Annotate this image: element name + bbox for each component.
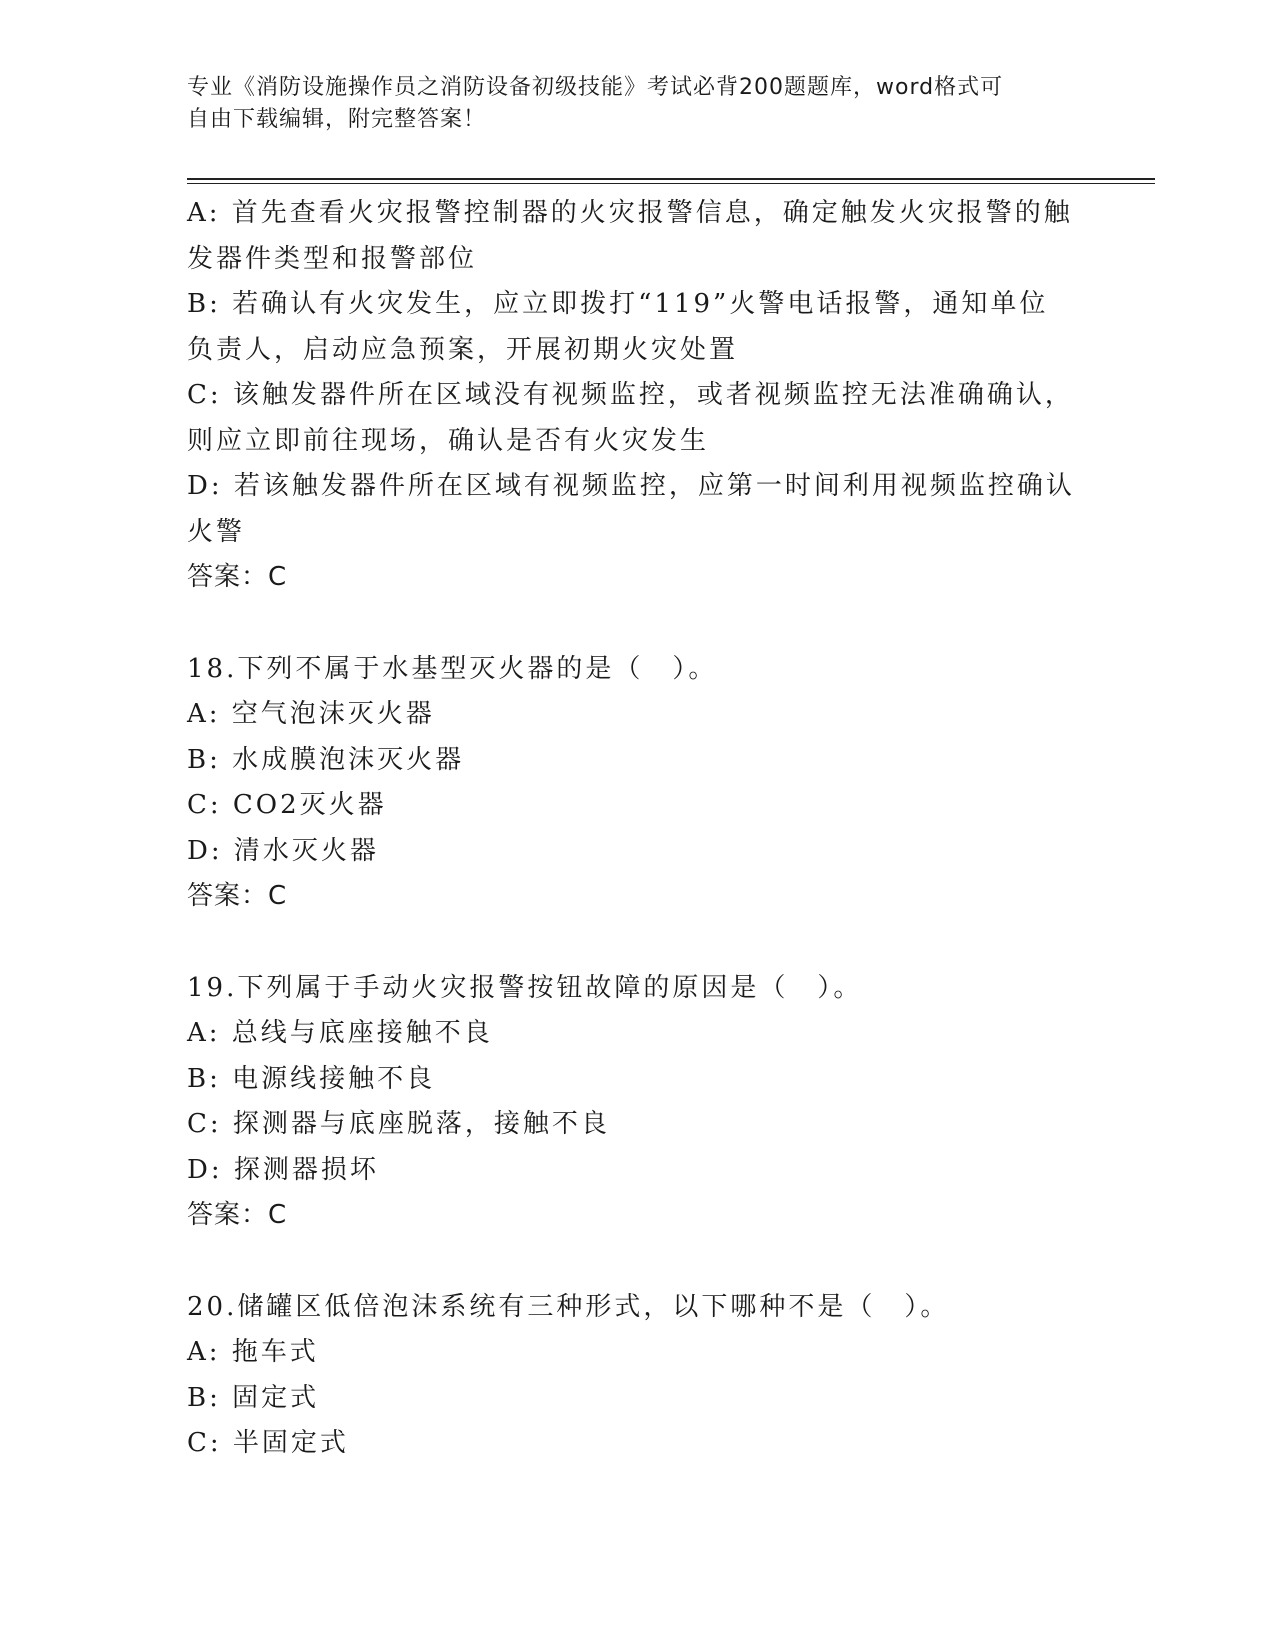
question-20-option-a: A: 拖车式 — [187, 1337, 319, 1367]
question-18-option-c: C: CO2灭火器 — [187, 790, 387, 820]
question-20 — [187, 1285, 1087, 1467]
question-19-option-b: B: 电源线接触不良 — [187, 1063, 436, 1094]
question-19-option-c: C: 探测器与底座脱落，接触不良 — [187, 1109, 610, 1139]
document-header — [187, 72, 1067, 136]
question-18-option-a: A: 空气泡沫灭火器 — [187, 699, 435, 729]
option-a-line-2: 发器件类型和报警部位 — [187, 243, 478, 274]
option-a-line-1: A: 首先查看火灾报警控制器的火灾报警信息，确定触发火灾报警的触 — [187, 198, 1073, 228]
question-20-option-c: C: 半固定式 — [187, 1428, 349, 1458]
question-19-stem: 19.下列属于手动火灾报警按钮故障的原因是（ ）。 — [187, 972, 863, 1003]
option-b-line-2: 负责人，启动应急预案，开展初期火灾处置 — [187, 334, 739, 365]
option-d-line-2: 火警 — [187, 516, 246, 547]
question-18-option-d: D: 清水灭火器 — [187, 835, 379, 866]
option-d-line-1: D: 若该触发器件所在区域有视频监控，应第一时间利用视频监控确认 — [187, 471, 1075, 501]
header-divider-thick — [187, 178, 1155, 180]
option-c-line-2: 则应立即前往现场，确认是否有火灾发生 — [187, 425, 710, 456]
question-18 — [187, 647, 1087, 920]
question-19-option-a: A: 总线与底座接触不良 — [187, 1018, 493, 1048]
option-b-line-1: B: 若确认有火灾发生，应立即拨打“119”火警电话报警，通知单位 — [187, 289, 1049, 319]
question-20-stem: 20.储罐区低倍泡沫系统有三种形式，以下哪种不是（ ）。 — [187, 1291, 950, 1322]
question-19 — [187, 966, 1087, 1239]
spacer — [187, 601, 1087, 647]
spacer — [187, 1239, 1087, 1285]
header-line-2: 自由下载编辑，附完整答案！ — [187, 107, 487, 132]
question-18-stem: 18.下列不属于水基型灭火器的是（ ）。 — [187, 653, 718, 684]
header-line-1: 专业《消防设施操作员之消防设备初级技能》考试必背200题题库，word格式可 — [187, 75, 1004, 100]
question-19-option-d: D: 探测器损坏 — [187, 1154, 379, 1185]
question-18-option-b: B: 水成膜泡沫灭火器 — [187, 744, 465, 775]
answer-19: 答案：C — [187, 1200, 288, 1230]
spacer — [187, 920, 1087, 966]
answer-17: 答案：C — [187, 562, 288, 592]
option-c-line-1: C: 该触发器件所在区域没有视频监控，或者视频监控无法准确确认， — [187, 380, 1074, 410]
question-20-option-b: B: 固定式 — [187, 1382, 320, 1413]
question-17-options — [187, 191, 1087, 601]
answer-18: 答案：C — [187, 881, 288, 911]
question-content — [187, 191, 1087, 1467]
header-divider-thin — [187, 183, 1155, 184]
